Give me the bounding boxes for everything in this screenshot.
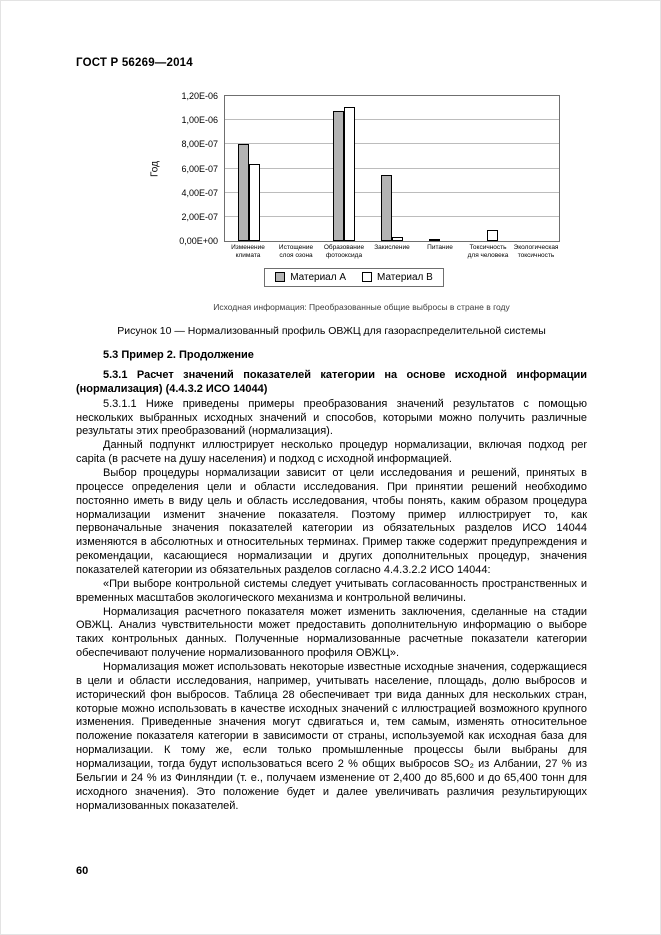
x-category-label: Изменение климата bbox=[231, 244, 265, 259]
y-tick-label: 1,00E-06 bbox=[181, 115, 218, 126]
page-content bbox=[1, 1, 660, 813]
y-axis-title bbox=[148, 95, 162, 242]
y-tick-label: 1,20E-06 bbox=[181, 91, 218, 101]
legend-swatch bbox=[275, 272, 285, 282]
bar-group bbox=[225, 96, 273, 241]
page-number: 60 bbox=[76, 865, 89, 877]
chart bbox=[148, 91, 560, 287]
body-text bbox=[76, 349, 587, 813]
y-tick-label: 4,00E-07 bbox=[181, 187, 218, 198]
bar-material-b bbox=[487, 230, 498, 241]
y-axis-title-text: Год bbox=[149, 160, 161, 177]
bar-material-a bbox=[238, 144, 249, 241]
x-category-label: Токсичность для человека bbox=[467, 244, 509, 259]
x-category-label: Истощение слоя озона bbox=[278, 244, 314, 259]
section-heading: 5.3 Пример 2. Продолжение bbox=[103, 349, 254, 362]
chart-plot bbox=[224, 95, 560, 242]
legend-item bbox=[362, 272, 433, 283]
paragraph: Нормализация может использовать некоторые известные исходные значения, содержащиеся в цели и области исследования, например, учитывать население, площадь, долю выбросов и исторический фон выбросов. Таблица 28 обеспечивает три вида данных для нескольких стран, которые можно использовать в качестве исходных значений с иллюстрацией возможного крупного изменения. Приведенные значения могут сдвигаться и, тем самым, изменять относительное положение показателя категории в зависимости от страны, используемой как исходная база для нормализации. К тому же, если только промышленные процессы были выбраны для нормализации, тогда будут использоваться всего 2 % общих выбросов SO₂ из Албании, 27 % из Бельгии и 24 % из Финляндии (т. е., получаем изменение от 2,400 до 85,600 и до 65,400 тонн для исходного значения). Это положение будет и далее увеличивать различия результирующих нормализованных показателей. bbox=[76, 661, 587, 812]
paragraph: Выбор процедуры нормализации зависит от цели исследования и решений, принятых в процессе определения цели и области исследования. При принятии решений необходимо постоянно иметь в виду цель и область исследования, чтобы понять, каким образом процедура нормализации изменит значение показателя. Поэтому пример иллюстрирует то, как первоначальные значения показателей категории из обязательных разделов ИСО 14044 изменяются в абсолютных и относительных терминах. Пример также содержит предупреждения и рекомендации, касающиеся нормализации и других дополнительных процедур, значения показателей категории из обязательных разделов согласно 4.4.3.2.2 ИСО 14044: bbox=[76, 466, 587, 576]
figure-source-note: Исходная информация: Преобразованные общие выбросы в стране в году bbox=[213, 302, 510, 313]
bar-group bbox=[464, 96, 512, 241]
chart-legend bbox=[264, 268, 444, 287]
paragraph: Нормализация расчетного показателя может изменить заключения, сделанные на стадии ОВЖЦ. Анализ чувствительности может предоставить дополнительную информацию о выборе таких контрольных данных. Полученные нормализованные расчетные показатели категории обеспечивают получение нормализованного профиля ОВЖЦ». bbox=[76, 605, 587, 660]
bar-material-b bbox=[344, 107, 355, 241]
x-category-label: Питание bbox=[427, 244, 453, 251]
document-header: ГОСТ Р 56269—2014 bbox=[76, 57, 193, 69]
bar-group bbox=[368, 96, 416, 241]
x-category-label: Экологическая токсичность bbox=[513, 244, 559, 259]
paragraph: Данный подпункт иллюстрирует несколько процедур нормализации, включая подход per capita (в расчете на душу населения) и подход с исходной информацией. bbox=[76, 439, 587, 466]
chart-row bbox=[148, 91, 560, 246]
legend-label: Материал В bbox=[377, 271, 433, 283]
y-tick-label: 6,00E-07 bbox=[181, 163, 218, 174]
legend-swatch bbox=[362, 272, 372, 282]
bar-material-a bbox=[381, 175, 392, 241]
legend-label: Материал А bbox=[290, 271, 346, 283]
y-tick-label: 0,00E+00 bbox=[179, 236, 218, 246]
bar-material-a bbox=[333, 111, 344, 242]
y-tick-label: 8,00E-07 bbox=[181, 139, 218, 150]
figure-caption: Рисунок 10 — Нормализованный профиль ОВЖЦ для газораспределительной системы bbox=[117, 325, 546, 338]
x-axis-labels bbox=[224, 242, 560, 260]
y-axis-ticks bbox=[162, 91, 224, 246]
section-heading: 5.3.1 Расчет значений показателей категории на основе исходной информации (нормализация) (4.4.3.2 ИСО 14044) bbox=[76, 368, 587, 395]
bar-group bbox=[273, 96, 321, 241]
legend-wrap bbox=[148, 268, 560, 288]
x-category-label: Образование фотооксида bbox=[323, 244, 365, 259]
paragraph: 5.3.1.1 Ниже приведены примеры преобразования значений результатов с помощью нескольких выбранных исходных значений и способов, которыми можно получить различные результаты этих преобразований (нормализация). bbox=[76, 397, 587, 438]
y-tick-label: 2,00E-07 bbox=[181, 211, 218, 222]
paragraph: «При выборе контрольной системы следует учитывать согласованность пространственных и временных масштабов экологического механизма и контрольной величины. bbox=[76, 577, 587, 604]
bar-material-b bbox=[392, 237, 403, 241]
legend-item bbox=[275, 272, 346, 283]
bar-material-b bbox=[249, 164, 260, 241]
x-category-label: Закисление bbox=[374, 244, 410, 251]
bar-group bbox=[511, 96, 559, 241]
bar-groups bbox=[225, 96, 559, 241]
bar-material-a bbox=[429, 239, 440, 241]
bar-group bbox=[416, 96, 464, 241]
bar-group bbox=[320, 96, 368, 241]
